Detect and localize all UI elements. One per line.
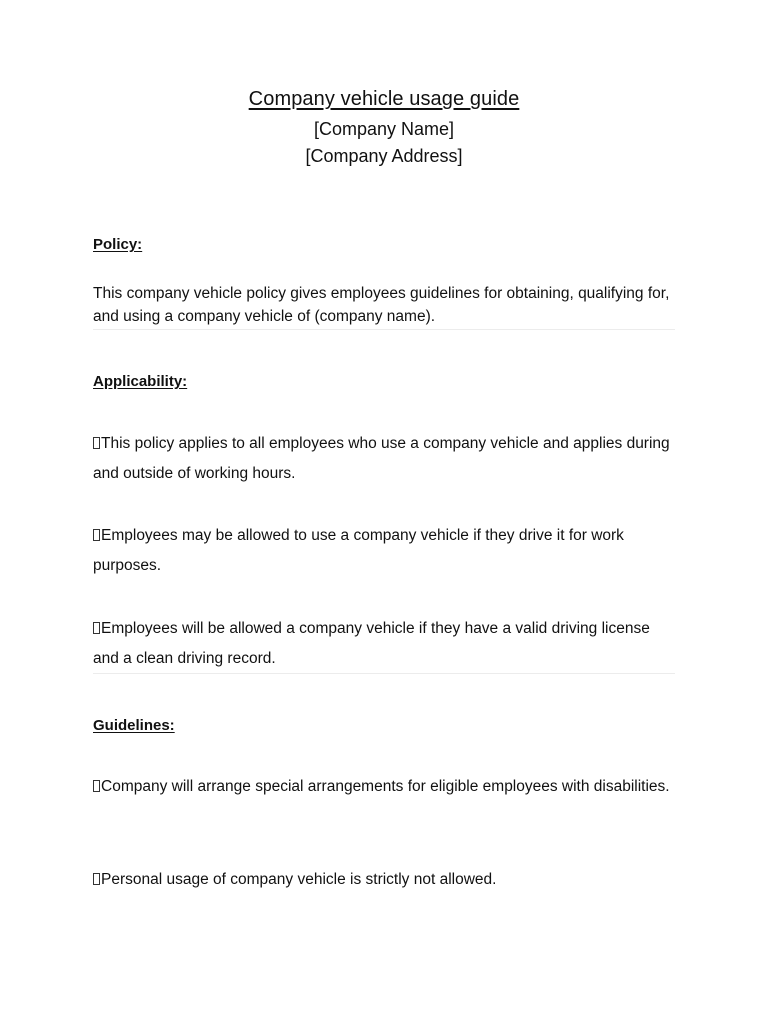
- applicability-item: [93, 614, 678, 674]
- guidelines-heading: Guidelines:: [93, 717, 175, 734]
- applicability-item-text: Employees will be allowed a company vehicle if they have a valid driving license and a clean driving record.: [93, 620, 650, 667]
- guidelines-item: [93, 865, 678, 895]
- guidelines-item-text: Company will arrange special arrangements for eligible employees with disabilities.: [101, 778, 670, 795]
- applicability-item: [93, 521, 678, 581]
- applicability-heading: Applicability:: [93, 373, 188, 390]
- policy-text: This company vehicle policy gives employees guidelines for obtaining, qualifying for, and using a company vehicle of (company name).: [93, 285, 670, 325]
- guidelines-item-text: Personal usage of company vehicle is strictly not allowed.: [101, 871, 497, 888]
- applicability-item-text: This policy applies to all employees who use a company vehicle and applies during and outside of working hours.: [93, 435, 670, 482]
- missing-glyph-bullet-icon: [93, 780, 100, 792]
- company-address: [Company Address]: [305, 146, 463, 166]
- missing-glyph-bullet-icon: [93, 529, 100, 541]
- guidelines-item: [93, 772, 678, 802]
- missing-glyph-bullet-icon: [93, 437, 100, 449]
- company-name: [Company Name]: [313, 119, 455, 139]
- section-divider: [93, 329, 675, 330]
- policy-heading: Policy:: [93, 236, 143, 253]
- applicability-item: [93, 429, 678, 489]
- missing-glyph-bullet-icon: [93, 873, 100, 885]
- applicability-item-text: Employees may be allowed to use a company vehicle if they drive it for work purposes.: [93, 527, 624, 574]
- document-title: Company vehicle usage guide: [248, 88, 520, 110]
- section-divider: [93, 673, 675, 674]
- missing-glyph-bullet-icon: [93, 622, 100, 634]
